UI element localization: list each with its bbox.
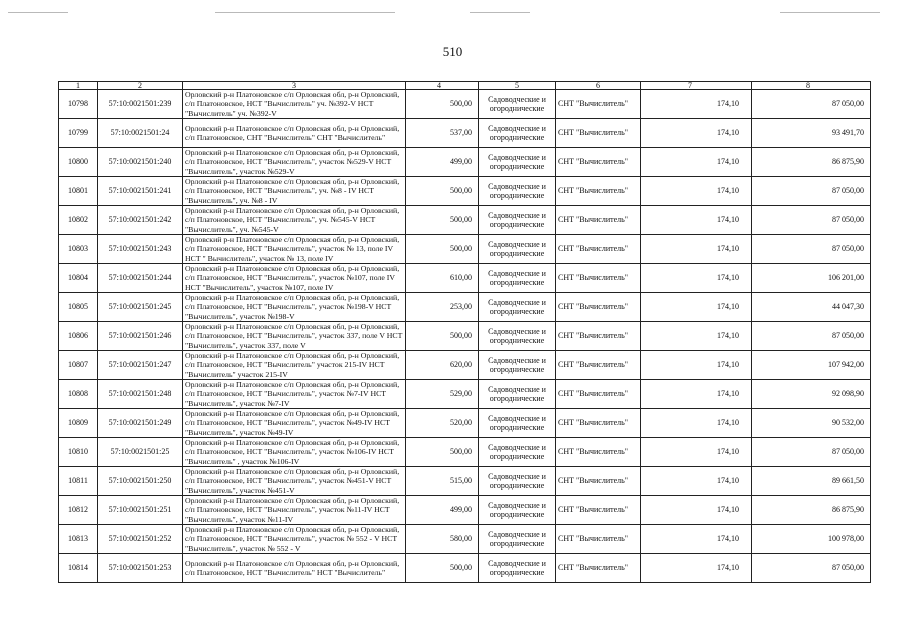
value-cell: 86 875,90: [752, 496, 871, 525]
value-cell: 87 050,00: [752, 206, 871, 235]
address-text: Орловский р-н Платоновское с/п Орловская обл, р-н Орловский, с/п Платоновское, НСТ "Вычислитель", участок №106-IV НСТ "Вычислитель" , участок №106-IV: [185, 438, 400, 466]
address-text: Орловский р-н Платоновское с/п Орловская обл, р-н Орловский, с/п Платоновское, НСТ "Вычислитель", участок №11-IV НСТ "Вычислитель", участок №11-IV: [185, 496, 400, 524]
table-row: [59, 235, 871, 264]
table-row: [59, 264, 871, 293]
cadastral-number-cell: 57:10:0021501:246: [98, 322, 183, 351]
row-number-cell: 10798: [59, 90, 98, 119]
row-number-cell: 10805: [59, 293, 98, 322]
rate-cell: 174,10: [641, 235, 752, 264]
table-row: [59, 496, 871, 525]
value-cell: 87 050,00: [752, 322, 871, 351]
address-text: Орловский р-н Платоновское с/п Орловская обл, р-н Орловский, с/п Платоновское, НСТ "Вычислитель", участок №7-IV НСТ "Вычислитель", участок №7-IV: [185, 380, 400, 408]
value-cell: 87 050,00: [752, 235, 871, 264]
address-cell: [183, 235, 406, 264]
owner-cell: СНТ "Вычислитель": [556, 264, 641, 293]
row-number-cell: 10801: [59, 177, 98, 206]
rate-cell: 174,10: [641, 293, 752, 322]
land-use-cell: Садоводческие и огороднические: [479, 467, 556, 496]
cadastral-number-cell: 57:10:0021501:242: [98, 206, 183, 235]
address-text: Орловский р-н Платоновское с/п Орловская обл, р-н Орловский, с/п Платоновское, НСТ "Вычислитель" уч. №392-V НСТ "Вычислитель" уч. №392-V: [185, 90, 400, 118]
address-cell: [183, 322, 406, 351]
area-cell: 500,00: [406, 90, 479, 119]
address-cell: [183, 496, 406, 525]
area-cell: 500,00: [406, 235, 479, 264]
address-cell: [183, 293, 406, 322]
row-number-cell: 10807: [59, 351, 98, 380]
rate-cell: 174,10: [641, 351, 752, 380]
row-number-cell: 10811: [59, 467, 98, 496]
address-text: Орловский р-н Платоновское с/п Орловская обл, р-н Орловский, с/п Платоновское, НСТ "Вычислитель", участок №529-V НСТ "Вычислитель", участок №529-V: [185, 148, 400, 176]
area-cell: 537,00: [406, 119, 479, 148]
row-number-cell: 10813: [59, 525, 98, 554]
address-cell: [183, 380, 406, 409]
table-row: [59, 351, 871, 380]
row-number-cell: 10808: [59, 380, 98, 409]
address-cell: [183, 409, 406, 438]
land-use-cell: Садоводческие и огороднические: [479, 148, 556, 177]
scan-artifact: [215, 12, 395, 13]
cadastral-number-cell: 57:10:0021501:249: [98, 409, 183, 438]
owner-cell: СНТ "Вычислитель": [556, 322, 641, 351]
value-cell: 100 978,00: [752, 525, 871, 554]
rate-cell: 174,10: [641, 438, 752, 467]
value-cell: 93 491,70: [752, 119, 871, 148]
land-use-cell: Садоводческие и огороднические: [479, 409, 556, 438]
cadastral-number-cell: 57:10:0021501:252: [98, 525, 183, 554]
address-cell: [183, 525, 406, 554]
table-row: [59, 177, 871, 206]
address-text: Орловский р-н Платоновское с/п Орловская обл, р-н Орловский, с/п Платоновское, НСТ "Вычислитель", уч. №545-V НСТ "Вычислитель", уч. №545-V: [185, 206, 400, 234]
address-text: Орловский р-н Платоновское с/п Орловская обл, р-н Орловский, с/п Платоновское, НСТ "Вычислитель", участок 337, поле V НСТ "Вычислитель", участок 337, поле V: [185, 322, 403, 350]
land-use-cell: Садоводческие и огороднические: [479, 351, 556, 380]
address-text: Орловский р-н Платоновское с/п Орловская обл, р-н Орловский, с/п Платоновское, НСТ "Вычислитель", участок №198-V НСТ "Вычислитель", участок №198-V: [185, 293, 400, 321]
row-number-cell: 10799: [59, 119, 98, 148]
column-header: 5: [479, 82, 556, 90]
address-text: Орловский р-н Платоновское с/п Орловская обл, р-н Орловский, с/п Платоновское, НСТ "Вычислитель", участок №49-IV НСТ "Вычислитель", участок №49-IV: [185, 409, 400, 437]
rate-cell: 174,10: [641, 525, 752, 554]
cadastral-number-cell: 57:10:0021501:241: [98, 177, 183, 206]
area-cell: 520,00: [406, 409, 479, 438]
row-number-cell: 10800: [59, 148, 98, 177]
owner-cell: СНТ "Вычислитель": [556, 438, 641, 467]
value-cell: 87 050,00: [752, 438, 871, 467]
address-cell: [183, 264, 406, 293]
area-cell: 500,00: [406, 322, 479, 351]
land-use-cell: Садоводческие и огороднические: [479, 90, 556, 119]
table-row: [59, 525, 871, 554]
owner-cell: СНТ "Вычислитель": [556, 148, 641, 177]
rate-cell: 174,10: [641, 206, 752, 235]
address-cell: [183, 148, 406, 177]
column-header: 4: [406, 82, 479, 90]
land-use-cell: Садоводческие и огороднические: [479, 322, 556, 351]
cadastral-number-cell: 57:10:0021501:251: [98, 496, 183, 525]
table-row: [59, 409, 871, 438]
area-cell: 499,00: [406, 496, 479, 525]
cadastral-number-cell: 57:10:0021501:244: [98, 264, 183, 293]
land-use-cell: Садоводческие и огороднические: [479, 264, 556, 293]
address-text: Орловский р-н Платоновское с/п Орловская обл, р-н Орловский, с/п Платоновское, НСТ "Вычислитель", уч. №8 - IV НСТ "Вычислитель", уч. №8 - IV: [185, 177, 400, 205]
table-row: [59, 380, 871, 409]
page-number: 510: [442, 44, 463, 59]
owner-cell: СНТ "Вычислитель": [556, 235, 641, 264]
area-cell: 499,00: [406, 148, 479, 177]
table-row: [59, 467, 871, 496]
row-number-cell: 10803: [59, 235, 98, 264]
value-cell: 106 201,00: [752, 264, 871, 293]
address-cell: [183, 351, 406, 380]
table-header-row: [59, 82, 871, 90]
cadastral-number-cell: 57:10:0021501:243: [98, 235, 183, 264]
land-use-cell: Садоводческие и огороднические: [479, 525, 556, 554]
land-registry-table: [58, 81, 871, 583]
table-row: [59, 293, 871, 322]
table-row: [59, 119, 871, 148]
cadastral-number-cell: 57:10:0021501:253: [98, 554, 183, 583]
rate-cell: 174,10: [641, 380, 752, 409]
value-cell: 87 050,00: [752, 90, 871, 119]
owner-cell: СНТ "Вычислитель": [556, 496, 641, 525]
land-use-cell: Садоводческие и огороднические: [479, 554, 556, 583]
owner-cell: СНТ "Вычислитель": [556, 467, 641, 496]
column-header: 8: [752, 82, 871, 90]
cadastral-number-cell: 57:10:0021501:247: [98, 351, 183, 380]
rate-cell: 174,10: [641, 554, 752, 583]
address-text: Орловский р-н Платоновское с/п Орловская обл, р-н Орловский, с/п Платоновское, НСТ "Вычислитель", участок № 13, поле IV НСТ " Вычислитель", участок № 13, поле IV: [185, 235, 400, 263]
table-row: [59, 438, 871, 467]
cadastral-number-cell: 57:10:0021501:248: [98, 380, 183, 409]
area-cell: 620,00: [406, 351, 479, 380]
address-text: Орловский р-н Платоновское с/п Орловская обл, р-н Орловский, с/п Платоновское, НСТ "Вычислитель" НСТ "Вычислитель": [185, 558, 400, 577]
rate-cell: 174,10: [641, 409, 752, 438]
land-use-cell: Садоводческие и огороднические: [479, 438, 556, 467]
area-cell: 500,00: [406, 177, 479, 206]
area-cell: 500,00: [406, 206, 479, 235]
rate-cell: 174,10: [641, 148, 752, 177]
cadastral-number-cell: 57:10:0021501:239: [98, 90, 183, 119]
row-number-cell: 10802: [59, 206, 98, 235]
column-header: 1: [59, 82, 98, 90]
scan-artifact: [470, 12, 530, 13]
cadastral-number-cell: 57:10:0021501:245: [98, 293, 183, 322]
rate-cell: 174,10: [641, 90, 752, 119]
table-row: [59, 206, 871, 235]
area-cell: 610,00: [406, 264, 479, 293]
land-use-cell: Садоводческие и огороднические: [479, 293, 556, 322]
cadastral-number-cell: 57:10:0021501:240: [98, 148, 183, 177]
cadastral-number-cell: 57:10:0021501:25: [98, 438, 183, 467]
owner-cell: СНТ "Вычислитель": [556, 177, 641, 206]
address-text: Орловский р-н Платоновское с/п Орловская обл, р-н Орловский, с/п Платоновское, НСТ "Вычислитель", участок №451-V НСТ "Вычислитель", участок №451-V: [185, 467, 400, 495]
row-number-cell: 10812: [59, 496, 98, 525]
row-number-cell: 10814: [59, 554, 98, 583]
address-text: Орловский р-н Платоновское с/п Орловская обл, р-н Орловский, с/п Платоновское, СНТ "Вычислитель" СНТ "Вычислитель": [185, 123, 400, 142]
owner-cell: СНТ "Вычислитель": [556, 351, 641, 380]
column-header: 7: [641, 82, 752, 90]
rate-cell: 174,10: [641, 264, 752, 293]
owner-cell: СНТ "Вычислитель": [556, 525, 641, 554]
land-use-cell: Садоводческие и огороднические: [479, 380, 556, 409]
table-row: [59, 148, 871, 177]
table-row: [59, 322, 871, 351]
value-cell: 44 047,30: [752, 293, 871, 322]
area-cell: 500,00: [406, 438, 479, 467]
address-cell: [183, 438, 406, 467]
rate-cell: 174,10: [641, 119, 752, 148]
address-cell: [183, 177, 406, 206]
rate-cell: 174,10: [641, 177, 752, 206]
area-cell: 515,00: [406, 467, 479, 496]
address-cell: [183, 554, 406, 583]
owner-cell: СНТ "Вычислитель": [556, 554, 641, 583]
rate-cell: 174,10: [641, 496, 752, 525]
value-cell: 87 050,00: [752, 177, 871, 206]
address-text: Орловский р-н Платоновское с/п Орловская обл, р-н Орловский, с/п Платоновское, НСТ "Вычислитель", участок №107, поле IV НСТ "Вычислитель", участок №107, поле IV: [185, 264, 400, 292]
row-number-cell: 10804: [59, 264, 98, 293]
address-cell: [183, 119, 406, 148]
land-use-cell: Садоводческие и огороднические: [479, 119, 556, 148]
value-cell: 89 661,50: [752, 467, 871, 496]
row-number-cell: 10809: [59, 409, 98, 438]
row-number-cell: 10806: [59, 322, 98, 351]
column-header: 6: [556, 82, 641, 90]
value-cell: 90 532,00: [752, 409, 871, 438]
rate-cell: 174,10: [641, 467, 752, 496]
address-cell: [183, 206, 406, 235]
land-use-cell: Садоводческие и огороднические: [479, 496, 556, 525]
area-cell: 500,00: [406, 554, 479, 583]
owner-cell: СНТ "Вычислитель": [556, 409, 641, 438]
scan-artifact: [8, 12, 68, 13]
owner-cell: СНТ "Вычислитель": [556, 90, 641, 119]
rate-cell: 174,10: [641, 322, 752, 351]
land-use-cell: Садоводческие и огороднические: [479, 177, 556, 206]
cadastral-number-cell: 57:10:0021501:24: [98, 119, 183, 148]
address-text: Орловский р-н Платоновское с/п Орловская обл, р-н Орловский, с/п Платоновское, НСТ "Вычислитель" участок 215-IV НСТ "Вычислитель" участок 215-IV: [185, 351, 400, 379]
row-number-cell: 10810: [59, 438, 98, 467]
scan-artifact: [780, 12, 880, 13]
area-cell: 529,00: [406, 380, 479, 409]
owner-cell: СНТ "Вычислитель": [556, 206, 641, 235]
area-cell: 253,00: [406, 293, 479, 322]
value-cell: 86 875,90: [752, 148, 871, 177]
value-cell: 87 050,00: [752, 554, 871, 583]
land-use-cell: Садоводческие и огороднические: [479, 235, 556, 264]
table-row: [59, 90, 871, 119]
table-row: [59, 554, 871, 583]
cadastral-number-cell: 57:10:0021501:250: [98, 467, 183, 496]
address-cell: [183, 467, 406, 496]
address-cell: [183, 90, 406, 119]
owner-cell: СНТ "Вычислитель": [556, 380, 641, 409]
area-cell: 580,00: [406, 525, 479, 554]
value-cell: 107 942,00: [752, 351, 871, 380]
column-header: 2: [98, 82, 183, 90]
column-header: 3: [183, 82, 406, 90]
value-cell: 92 098,90: [752, 380, 871, 409]
owner-cell: СНТ "Вычислитель": [556, 119, 641, 148]
owner-cell: СНТ "Вычислитель": [556, 293, 641, 322]
land-use-cell: Садоводческие и огороднические: [479, 206, 556, 235]
address-text: Орловский р-н Платоновское с/п Орловская обл, р-н Орловский, с/п Платоновское, НСТ "Вычислитель", участок № 552 - V НСТ "Вычислитель", участок № 552 - V: [185, 525, 400, 553]
